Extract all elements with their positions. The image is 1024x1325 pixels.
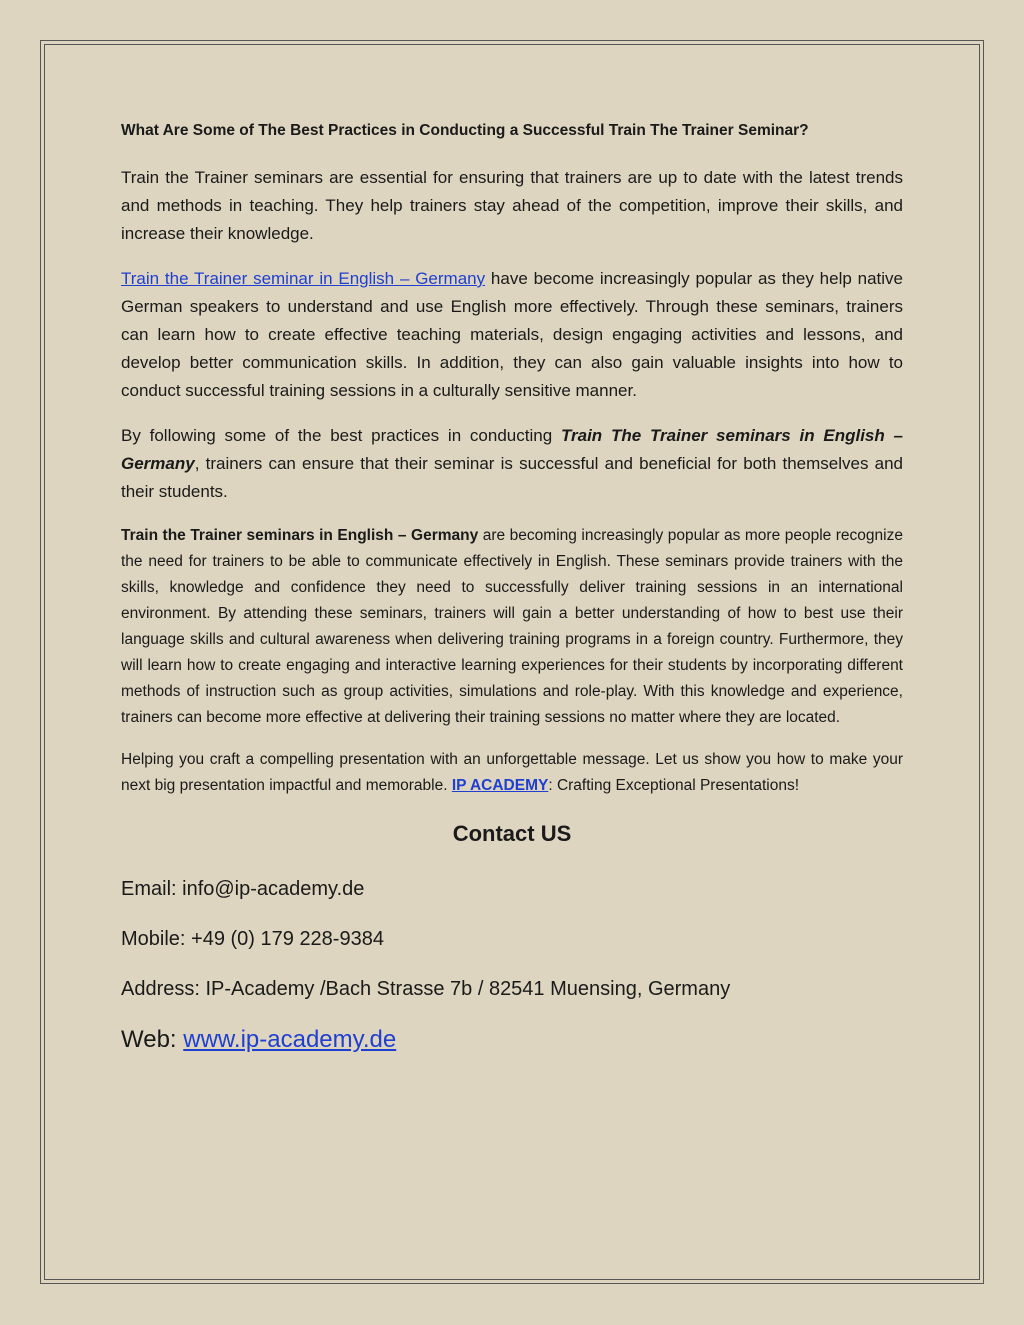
paragraph-text: have become increasingly popular as they help native German speakers to understand and use English more effectively. Through these seminars, trainers can learn how to create effective teaching materials, design engaging activities and lessons, and develop better communication skills. In addition, they can also gain valuable insights into how to conduct successful training sessions in a culturally sensitive manner.: [121, 269, 903, 400]
contact-title: Contact US: [452, 821, 572, 846]
paragraph-best-practices: [121, 422, 903, 506]
article-heading: What Are Some of The Best Practices in Conducting a Successful Train The Trainer Seminar?: [121, 122, 809, 139]
ip-academy-link[interactable]: IP ACADEMY: [451, 777, 549, 794]
bold-text: Train the Trainer seminars in English – Germany: [121, 527, 479, 544]
seminar-link[interactable]: Train the Trainer seminar in English – Germany: [121, 269, 486, 288]
contact-web: [121, 1025, 903, 1055]
paragraph-popularity: [121, 523, 903, 731]
website-link[interactable]: www.ip-academy.de: [183, 1026, 397, 1053]
contact-email: Email: info@ip-academy.de: [121, 878, 365, 900]
paragraph-text: Helping you craft a compelling presentation with an unforgettable message. Let us show you how to make your next big presentation impactful and memorable.: [121, 751, 903, 794]
paragraph-promo: [121, 747, 903, 799]
web-label: Web:: [121, 1026, 184, 1053]
document-body: [121, 120, 903, 1055]
paragraph-intro: Train the Trainer seminars are essential for ensuring that trainers are up to date with the latest trends and methods in teaching. They help trainers stay ahead of the competition, improve their skills, and increase their knowledge.: [121, 168, 903, 243]
emphasis-text: Train The Trainer seminars in English – Germany: [121, 426, 903, 473]
paragraph-text: By following some of the best practices in conducting: [121, 426, 561, 445]
paragraph-text: : Crafting Exceptional Presentations!: [548, 777, 800, 794]
contact-address: Address: IP-Academy /Bach Strasse 7b / 82541 Muensing, Germany: [121, 978, 731, 1000]
paragraph-seminar-link: [121, 265, 903, 405]
contact-mobile: Mobile: +49 (0) 179 228-9384: [121, 928, 384, 950]
paragraph-text: are becoming increasingly popular as more people recognize the need for trainers to be able to communicate effectively in English. These seminars provide trainers with the skills, knowledge and confidence they need to successfully deliver training sessions in an international environment. By attending these seminars, trainers will gain a better understanding of how to best use their language skills and cultural awareness when delivering training programs in a foreign country. Furthermore, they will learn how to create engaging and interactive learning experiences for their students by incorporating different methods of instruction such as group activities, simulations and role-play. With this knowledge and experience, trainers can become more effective at delivering their training sessions no matter where they are located.: [121, 527, 903, 726]
paragraph-text: , trainers can ensure that their seminar is successful and beneficial for both themselves and their students.: [121, 454, 903, 501]
